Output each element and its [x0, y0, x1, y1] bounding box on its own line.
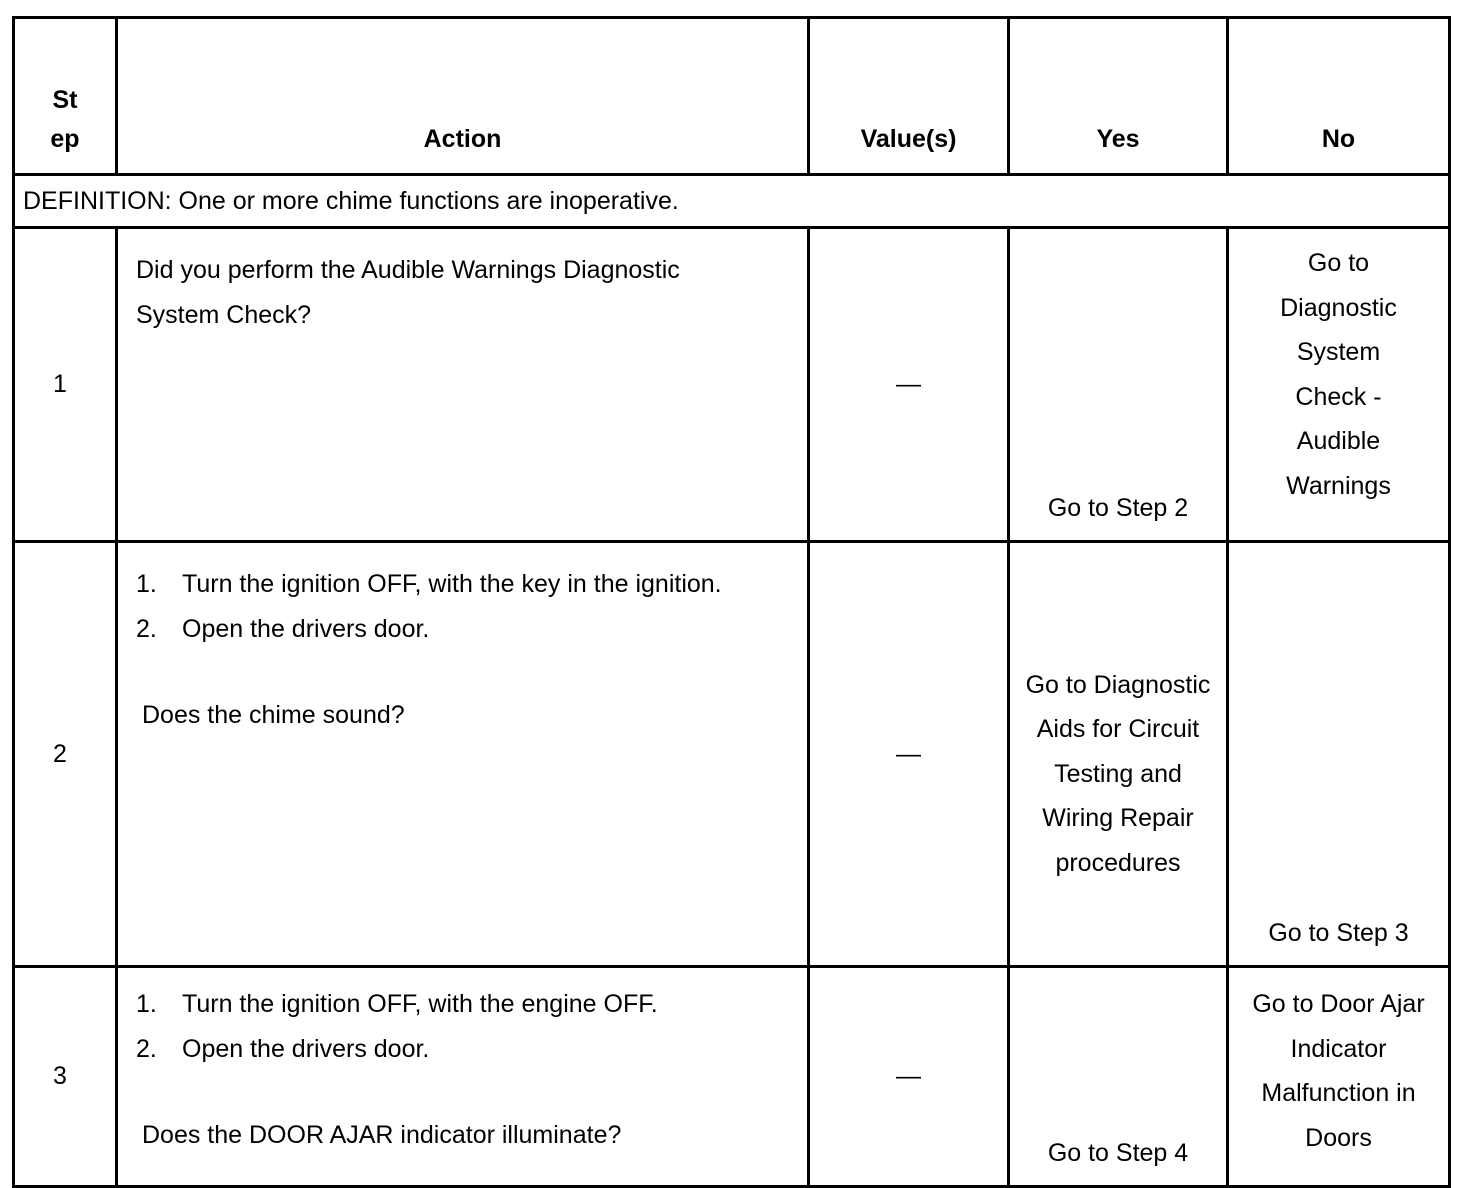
question-text: Does the DOOR AJAR indicator illuminate? — [142, 1121, 622, 1149]
action-text: Did you perform the Audible Warnings Diagnostic System Check? — [136, 256, 680, 329]
header-yes: Yes — [1009, 18, 1228, 175]
list-item — [136, 562, 793, 607]
definition-row — [14, 175, 1450, 228]
table-row — [14, 542, 1450, 967]
no-text: Go to Door Ajar Indicator Malfunction in Doors — [1252, 990, 1425, 1152]
yes-text: Go to Diagnostic Aids for Circuit Testing and Wiring Repair procedures — [1025, 670, 1211, 877]
header-row — [14, 18, 1450, 175]
action-cell — [117, 228, 809, 542]
diagnostic-table-page — [12, 16, 1448, 1188]
diagnostic-table — [12, 16, 1451, 1188]
list-item-number: 2. — [136, 1034, 157, 1063]
list-item-text: Turn the ignition OFF, with the engine OFF. — [182, 990, 658, 1018]
step-number: 1 — [14, 228, 117, 542]
value-cell: — — [809, 542, 1009, 967]
list-item-number: 1. — [136, 990, 157, 1018]
action-cell — [117, 542, 809, 967]
header-step — [14, 18, 117, 175]
definition-text: DEFINITION: One or more chime functions are inoperative. — [14, 175, 1450, 228]
table-row — [14, 228, 1450, 542]
list-item-text: Open the drivers door. — [182, 614, 430, 643]
yes-cell: Go to Step 2 — [1009, 228, 1228, 542]
header-step-line2: ep — [50, 125, 80, 153]
question-text: Does the chime sound? — [142, 701, 405, 729]
list-item — [136, 1027, 793, 1072]
action-cell — [117, 967, 809, 1187]
list-item-text: Turn the ignition OFF, with the key in the ignition. — [182, 570, 722, 598]
header-action: Action — [117, 18, 809, 175]
value-cell: — — [809, 228, 1009, 542]
step-number: 3 — [14, 967, 117, 1187]
value-cell: — — [809, 967, 1009, 1187]
list-item-number: 1. — [136, 570, 157, 598]
no-cell — [1228, 967, 1450, 1187]
no-cell — [1228, 228, 1450, 542]
step-number: 2 — [14, 542, 117, 967]
header-no: No — [1228, 18, 1450, 175]
list-item — [136, 982, 793, 1027]
list-item-number: 2. — [136, 614, 157, 643]
no-cell: Go to Step 3 — [1228, 542, 1450, 967]
yes-cell: Go to Step 4 — [1009, 967, 1228, 1187]
list-item — [136, 607, 793, 652]
yes-cell — [1009, 542, 1228, 967]
header-values: Value(s) — [809, 18, 1009, 175]
header-step-line1: St — [52, 86, 78, 114]
table-row — [14, 967, 1450, 1187]
no-text: Go to Diagnostic System Check - Audible Warnings — [1280, 249, 1397, 500]
list-item-text: Open the drivers door. — [182, 1034, 430, 1063]
